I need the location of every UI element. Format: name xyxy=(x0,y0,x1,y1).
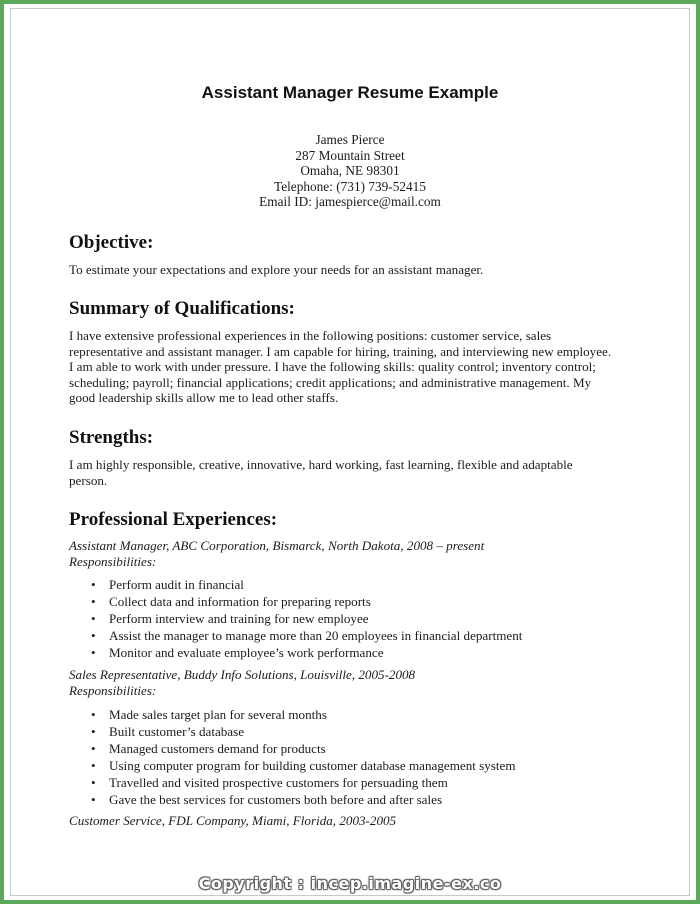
contact-city: Omaha, NE 98301 xyxy=(300,163,400,178)
list-item: • Perform interview and training for new employee xyxy=(69,610,522,627)
objective-heading: Objective: xyxy=(69,232,154,253)
list-item: • Managed customers demand for products xyxy=(69,740,516,757)
job-title: Assistant Manager, ABC Corporation, Bismarck, North Dakota, 2008 – present xyxy=(69,538,485,553)
summary-heading: Summary of Qualifications: xyxy=(69,298,295,319)
copyright-watermark: Copyright : incep.imagine-ex.co xyxy=(198,874,502,893)
summary-line: I have extensive professional experiences in the following positions: customer service, sales xyxy=(69,328,552,343)
objective-line: To estimate your expectations and explore your needs for an assistant manager. xyxy=(69,262,484,277)
contact-name: James Pierce xyxy=(315,132,385,147)
summary-line: representative and assistant manager. I am capable for hiring, training, and interviewing new employee. xyxy=(69,343,612,359)
contact-block xyxy=(0,132,700,210)
list-item: • Perform audit in financial xyxy=(69,576,522,593)
job-responsibilities-list xyxy=(69,706,516,808)
job-title: Customer Service, FDL Company, Miami, Florida, 2003-2005 xyxy=(69,813,397,828)
resume-title: Assistant Manager Resume Example xyxy=(201,83,499,102)
contact-email: Email ID: jamespierce@mail.com xyxy=(259,194,441,209)
strengths-heading: Strengths: xyxy=(69,427,154,448)
job-title: Sales Representative, Buddy Info Solutions, Louisville, 2005-2008 xyxy=(69,667,416,682)
responsibilities-label: Responsibilities: xyxy=(69,554,157,569)
list-item: • Made sales target plan for several months xyxy=(69,706,516,723)
strengths-text xyxy=(69,457,644,488)
list-item: • Travelled and visited prospective customers for persuading them xyxy=(69,774,516,791)
strengths-line: I am highly responsible, creative, innovative, hard working, fast learning, flexible and adaptable xyxy=(69,457,573,472)
list-item: • Collect data and information for preparing reports xyxy=(69,593,522,610)
list-item: • Gave the best services for customers both before and after sales xyxy=(69,791,516,808)
strengths-line: person. xyxy=(69,472,108,488)
summary-line: I am able to work with under pressure. I have the following skills: quality control; inventory control; xyxy=(69,359,596,375)
list-item: • Built customer’s database xyxy=(69,723,516,740)
list-item: • Monitor and evaluate employee’s work performance xyxy=(69,644,522,661)
summary-line: scheduling; payroll; financial applications; credit applications; and administrative management. My xyxy=(69,374,592,390)
list-item: • Using computer program for building customer database management system xyxy=(69,757,516,774)
contact-telephone: Telephone: (731) 739-52415 xyxy=(274,178,426,194)
list-item: • Assist the manager to manage more than 20 employees in financial department xyxy=(69,627,522,644)
contact-street: 287 Mountain Street xyxy=(295,147,405,163)
objective-text xyxy=(69,262,644,278)
experience-heading: Professional Experiences: xyxy=(69,509,278,530)
responsibilities-label: Responsibilities: xyxy=(69,683,157,698)
summary-line: good leadership skills allow me to lead other staffs. xyxy=(69,390,339,406)
job-responsibilities-list xyxy=(69,576,522,661)
summary-text xyxy=(69,328,644,406)
